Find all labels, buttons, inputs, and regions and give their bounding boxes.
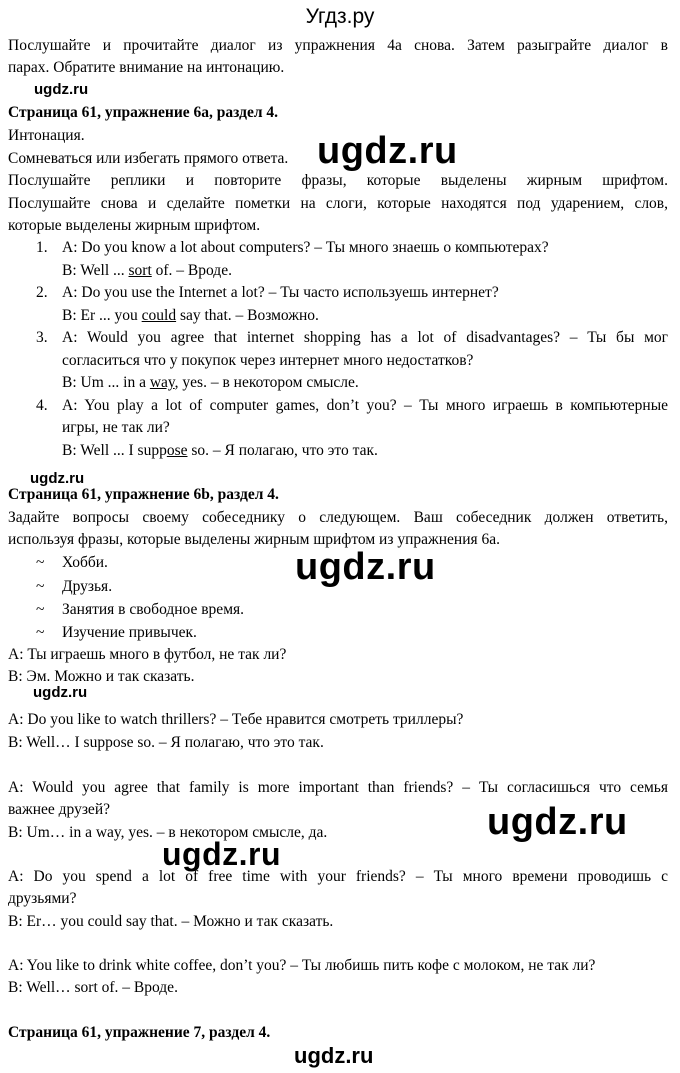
bullet-tilde: ~ <box>36 578 45 595</box>
watermark-big: ugdz.ru <box>487 801 628 843</box>
list-item-number: 3. <box>36 329 48 346</box>
stressed-word: could <box>141 307 177 324</box>
watermark-small: ugdz.ru <box>34 81 89 98</box>
dialog-line-a: A: You like to drink white coffee, don’t you? – Ты любишь пить кофе с молоком, не так ли? <box>8 957 596 974</box>
dialog-line-a: A: Do you like to watch thrillers? – Тебе нравится смотреть триллеры? <box>8 711 464 728</box>
list-item-number: 2. <box>36 284 48 301</box>
bullet-tilde: ~ <box>36 624 45 641</box>
intro-line-2: парах. Обратите внимание на интонацию. <box>8 59 285 76</box>
list-item-question: A: Would you agree that internet shopping has a lot of disadvantages? – Ты бы мог <box>62 329 668 346</box>
watermark-small: ugdz.ru <box>33 684 88 701</box>
list-item-answer: B: Er ... you could say that. – Возможно. <box>62 307 319 324</box>
bullet-tilde: ~ <box>36 554 45 571</box>
dialog-line-b: B: Well… I suppose so. – Я полагаю, что это так. <box>8 734 324 751</box>
dialog-line-b: B: Er… you could say that. – Можно и так сказать. <box>8 913 334 930</box>
section-6a-heading: Страница 61, упражнение 6а, раздел 4. <box>8 104 279 121</box>
list-item-question-cont: согласиться что у покупок через интернет много недостатков? <box>62 352 474 369</box>
list-item-number: 4. <box>36 397 48 414</box>
list-item-answer: B: Well ... sort of. – Вроде. <box>62 262 232 279</box>
list-item-question: A: You play a lot of computer games, don’t you? – Ты много играешь в компьютерные <box>62 397 668 414</box>
section-6b-instruction-1: Задайте вопросы своему собеседнику о следующем. Ваш собеседник должен ответить, <box>8 509 668 526</box>
dialog-line-b: B: Well… sort of. – Вроде. <box>8 979 178 996</box>
list-item-answer: B: Well ... I suppose so. – Я полагаю, что это так. <box>62 442 378 459</box>
bullet-item: Хобби. <box>62 554 108 571</box>
watermark-big: ugdz.ru <box>162 836 282 872</box>
section-6a-instruction-1: Послушайте реплики и повторите фразы, которые выделены жирным шрифтом. <box>8 172 668 189</box>
watermark-footer: ugdz.ru <box>294 1043 374 1068</box>
stressed-word: sort <box>128 262 152 279</box>
watermark-small: ugdz.ru <box>30 470 85 487</box>
bullet-tilde: ~ <box>36 601 45 618</box>
dialog-line-a: A: Ты играешь много в футбол, не так ли? <box>8 646 287 663</box>
section-6a-subtitle-2: Сомневаться или избегать прямого ответа. <box>8 150 289 167</box>
section-6a-instruction-3: которые выделены жирным шрифтом. <box>8 217 261 234</box>
dialog-line-a-cont: друзьями? <box>8 890 77 907</box>
dialog-line-b: B: Um… in a way, yes. – в некотором смысле, да. <box>8 824 328 841</box>
intro-line-1: Послушайте и прочитайте диалог из упражнения 4а снова. Затем разыграйте диалог в <box>8 37 668 54</box>
list-item-question: A: Do you know a lot about computers? – Ты много знаешь о компьютерах? <box>62 239 549 256</box>
watermark-big: ugdz.ru <box>317 130 458 172</box>
stressed-word: way <box>149 374 175 391</box>
list-item-answer: B: Um ... in a way, yes. – в некотором смысле. <box>62 374 359 391</box>
section-6a-subtitle-1: Интонация. <box>8 127 85 144</box>
bullet-item: Изучение привычек. <box>62 624 197 641</box>
bullet-item: Занятия в свободное время. <box>62 601 245 618</box>
section-6b-instruction-2: используя фразы, которые выделены жирным шрифтом из упражнения 6а. <box>8 531 500 548</box>
bullet-item: Друзья. <box>62 578 113 595</box>
dialog-line-a: A: Would you agree that family is more important than friends? – Ты согласишься что семья <box>8 779 668 796</box>
dialog-line-a: A: Do you spend a lot of free time with your friends? – Ты много времени проводишь с <box>8 868 668 885</box>
stressed-word: ose <box>166 442 188 459</box>
section-6a-instruction-2: Послушайте снова и сделайте пометки на слоги, которые находятся под ударением, слов, <box>8 195 668 212</box>
list-item-question: A: Do you use the Internet a lot? – Ты часто используешь интернет? <box>62 284 499 301</box>
section-6b-heading: Страница 61, упражнение 6b, раздел 4. <box>8 486 279 503</box>
site-title[interactable]: Угдз.ру <box>305 5 375 28</box>
dialog-line-b: B: Эм. Можно и так сказать. <box>8 668 195 685</box>
section-7-heading: Страница 61, упражнение 7, раздел 4. <box>8 1024 271 1041</box>
dialog-line-a-cont: важнее друзей? <box>8 801 110 818</box>
list-item-question-cont: игры, не так ли? <box>62 419 170 436</box>
list-item-number: 1. <box>36 239 48 256</box>
watermark-big: ugdz.ru <box>295 546 436 588</box>
